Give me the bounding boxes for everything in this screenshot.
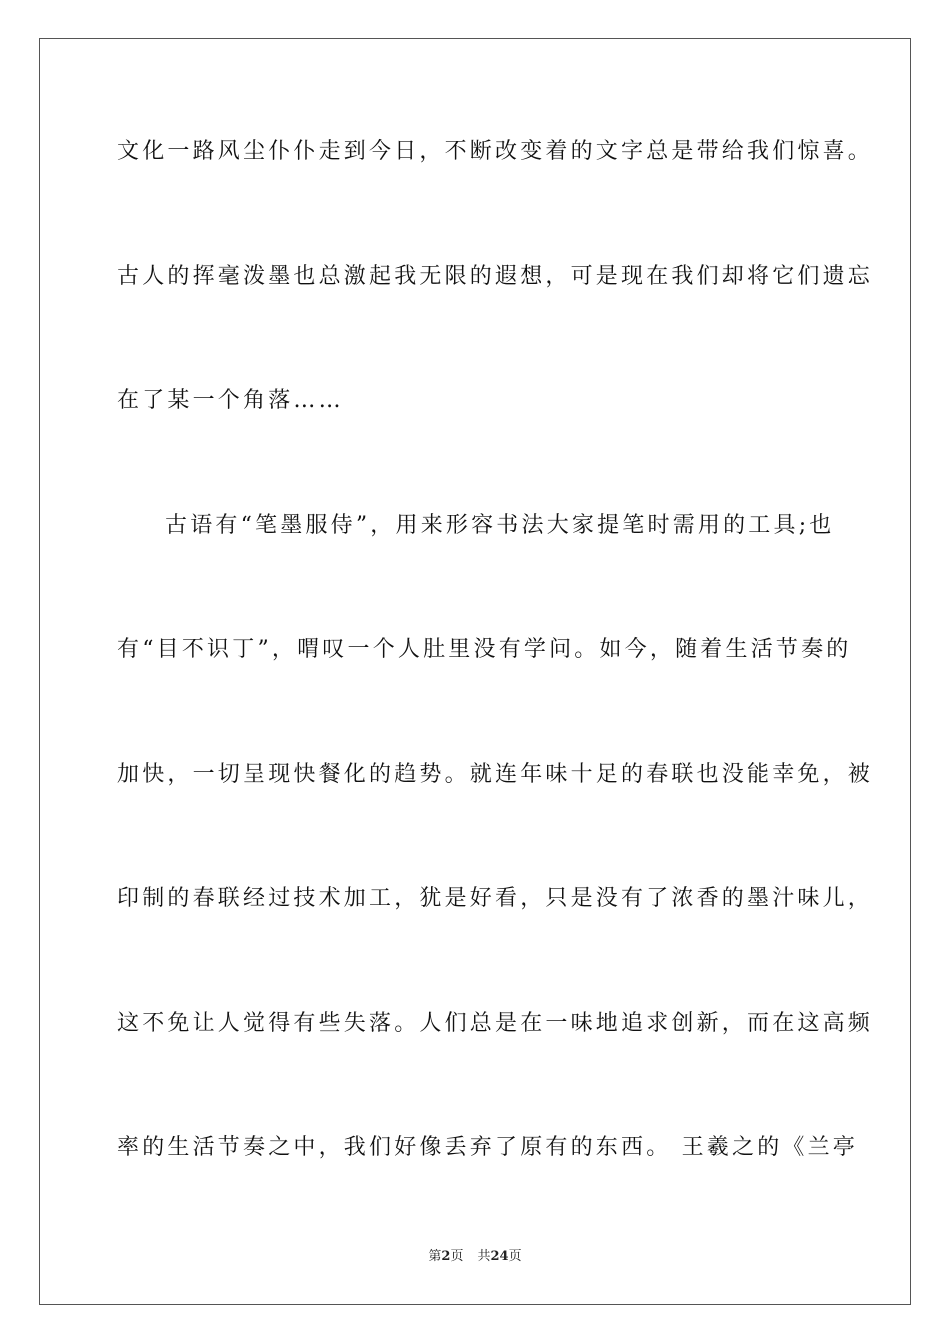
footer-page-prefix: 第 xyxy=(428,1249,442,1264)
text-line-9: 率的生活节奏之中，我们好像丢弃了原有的东西。 王羲之的《兰亭 xyxy=(117,1135,858,1160)
footer-total-suffix: 页 xyxy=(508,1249,522,1264)
footer-page-number: 2 xyxy=(441,1249,451,1264)
footer-total-pages: 24 xyxy=(490,1249,509,1264)
text-line-8: 这不免让人觉得有些失落。人们总是在一味地追求创新，而在这高频 xyxy=(117,1011,874,1036)
page-footer xyxy=(0,1248,950,1266)
footer-total-prefix: 共 xyxy=(477,1249,491,1264)
text-line-5: 有“目不识丁”，喟叹一个人肚里没有学问。如今，随着生活节奏的 xyxy=(117,637,852,662)
text-line-4: 古语有“笔墨服侍”，用来形容书法大家提笔时需用的工具;也 xyxy=(165,513,835,538)
text-line-1: 文化一路风尘仆仆走到今日，不断改变着的文字总是带给我们惊喜。 xyxy=(117,139,874,164)
text-line-6: 加快，一切呈现快餐化的趋势。就连年味十足的春联也没能幸免，被 xyxy=(117,762,874,787)
page-frame xyxy=(39,38,911,1305)
text-line-2: 古人的挥毫泼墨也总激起我无限的遐想，可是现在我们却将它们遗忘 xyxy=(117,264,874,289)
text-line-3: 在了某一个角落…… xyxy=(117,388,344,413)
footer-page-suffix: 页 xyxy=(450,1249,464,1264)
text-line-7: 印制的春联经过技术加工，犹是好看，只是没有了浓香的墨汁味儿， xyxy=(117,886,874,911)
